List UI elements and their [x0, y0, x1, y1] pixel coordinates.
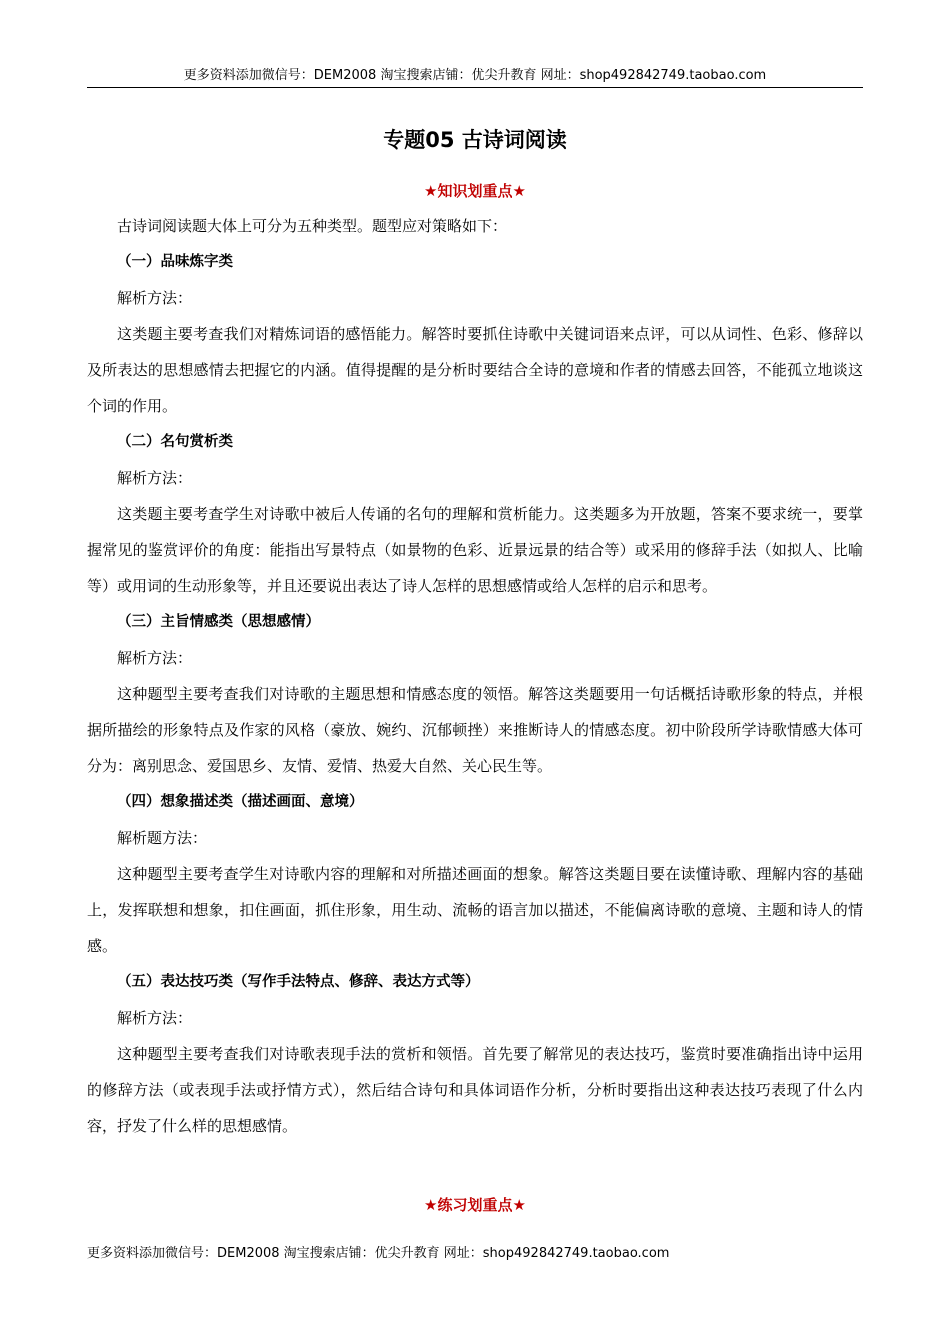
document-body [87, 208, 863, 1144]
practice-heading: ★练习划重点★ [424, 1196, 526, 1214]
page-footer: 更多资料添加微信号：DEM2008 淘宝搜索店铺：优尖升教育 网址：shop492842749.taobao.com [87, 1246, 670, 1261]
section-2-content: 这类题主要考查学生对诗歌中被后人传诵的名句的理解和赏析能力。这类题多为开放题，答案不要求统一，要掌握常见的鉴赏评价的角度：能指出写景特点（如景物的色彩、近景远景的结合等）或采用的修辞手法（如拟人、比喻等）或用词的生动形象等，并且还要说出表达了诗人怎样的思想感情或给人怎样的启示和思考。 [87, 505, 863, 595]
section-1-content: 这类题主要考查我们对精炼词语的感悟能力。解答时要抓住诗歌中关键词语来点评，可以从词性、色彩、修辞以及所表达的思想感情去把握它的内涵。值得提醒的是分析时要结合全诗的意境和作者的情感去回答，不能孤立地谈这个词的作用。 [87, 325, 863, 415]
section-3-heading: （三）主旨情感类（思想感情） [117, 614, 320, 630]
section-3-method-label: 解析方法： [117, 649, 193, 667]
section-3-content: 这种题型主要考查我们对诗歌的主题思想和情感态度的领悟。解答这类题要用一句话概括诗歌形象的特点，并根据所描绘的形象特点及作家的风格（豪放、婉约、沉郁顿挫）来推断诗人的情感态度。初中阶段所学诗歌情感大体可分为：离别思念、爱国思乡、友情、爱情、热爱大自然、关心民生等。 [87, 685, 863, 775]
section-5-heading: （五）表达技巧类（写作手法特点、修辞、表达方式等） [117, 974, 480, 990]
section-2-heading: （二）名句赏析类 [117, 434, 233, 450]
page-title: 专题05 古诗词阅读 [383, 128, 567, 152]
knowledge-heading: ★知识划重点★ [424, 182, 526, 200]
section-4-method-label: 解析题方法： [117, 829, 208, 847]
section-5-method-label: 解析方法： [117, 1009, 193, 1027]
section-5-content: 这种题型主要考查我们对诗歌表现手法的赏析和领悟。首先要了解常见的表达技巧，鉴赏时要准确指出诗中运用的修辞方法（或表现手法或抒情方式），然后结合诗句和具体词语作分析，分析时要指出这种表达技巧表现了什么内容，抒发了什么样的思想感情。 [87, 1045, 863, 1135]
section-2-method-label: 解析方法： [117, 469, 193, 487]
header-divider [87, 87, 863, 88]
section-4-heading: （四）想象描述类（描述画面、意境） [117, 794, 364, 810]
section-1-method-label: 解析方法： [117, 289, 193, 307]
section-1-heading: （一）品味炼字类 [117, 254, 233, 270]
intro-paragraph: 古诗词阅读题大体上可分为五种类型。题型应对策略如下： [117, 217, 508, 235]
page-header: 更多资料添加微信号：DEM2008 淘宝搜索店铺：优尖升教育 网址：shop492842749.taobao.com [183, 68, 767, 83]
section-4-content: 这种题型主要考查学生对诗歌内容的理解和对所描述画面的想象。解答这类题目要在读懂诗歌、理解内容的基础上，发挥联想和想象，扣住画面，抓住形象，用生动、流畅的语言加以描述，不能偏离诗歌的意境、主题和诗人的情感。 [87, 865, 863, 955]
